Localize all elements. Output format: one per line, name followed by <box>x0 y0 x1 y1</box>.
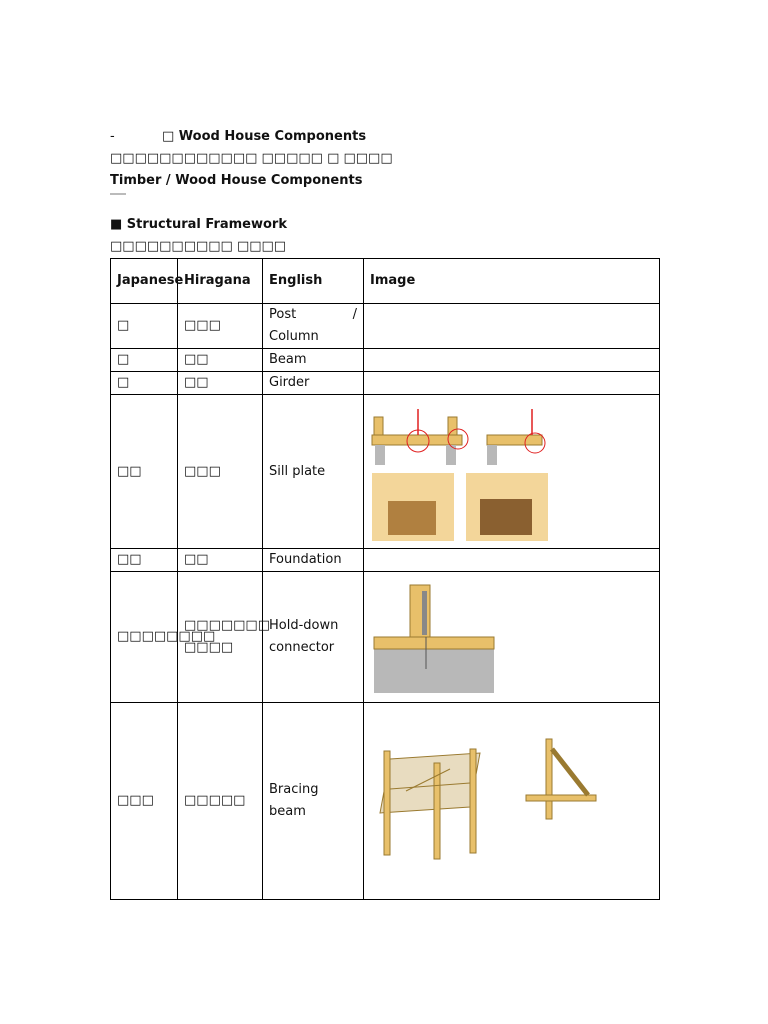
divider <box>110 193 126 195</box>
cell-hiragana: □□□ <box>178 395 263 549</box>
cell-hiragana: □□□□□ <box>178 703 263 900</box>
cell-english: Sill plate <box>263 395 364 549</box>
cell-english: Foundation <box>263 549 364 572</box>
cell-hiragana: □□ <box>178 349 263 372</box>
list-dash: - <box>110 129 115 144</box>
cell-japanese: □□□ <box>111 703 178 900</box>
cell-hiragana: □□□ <box>178 304 263 349</box>
cell-image <box>364 304 660 349</box>
section-title: ■ Structural Framework <box>110 217 287 232</box>
table-row <box>111 549 660 572</box>
cell-image <box>364 572 660 703</box>
cell-japanese: □ <box>111 372 178 395</box>
header-english: English <box>263 259 364 304</box>
cell-japanese: □□□□□□□□ <box>111 572 178 703</box>
table-row <box>111 572 660 703</box>
doc-heading <box>110 128 366 146</box>
cell-image <box>364 395 660 549</box>
doc-title-en: Timber / Wood House Components <box>110 173 363 188</box>
doc-subtitle-jp: □□□□□□□□□□□□ □□□□□ □ □□□□ <box>110 151 393 166</box>
doc-title: □ Wood House Components <box>162 129 367 144</box>
section-subtitle-jp: □□□□□□□□□□ □□□□ <box>110 239 287 254</box>
cell-hiragana: □□□□□□□ □□□□ <box>178 572 263 703</box>
cell-english <box>263 304 364 349</box>
cell-hiragana: □□ <box>178 549 263 572</box>
cell-image <box>364 372 660 395</box>
header-japanese: Japanese <box>111 259 178 304</box>
english-column: Column <box>269 329 319 344</box>
sill-plate-illustration <box>370 401 560 543</box>
english-slash: / <box>352 307 357 322</box>
header-hiragana: Hiragana <box>178 259 263 304</box>
english-post: Post <box>269 307 297 322</box>
cell-japanese: □ <box>111 349 178 372</box>
table-row <box>111 372 660 395</box>
cell-japanese: □ <box>111 304 178 349</box>
bracing-beam-illustration <box>370 719 656 884</box>
table-row <box>111 349 660 372</box>
cell-english: Bracing beam <box>263 703 364 900</box>
cell-image <box>364 349 660 372</box>
cell-hiragana: □□ <box>178 372 263 395</box>
cell-english: Beam <box>263 349 364 372</box>
cell-image <box>364 549 660 572</box>
table-header-row <box>111 259 660 304</box>
cell-english: Girder <box>263 372 364 395</box>
cell-english: Hold-down connector <box>263 572 364 703</box>
cell-image <box>364 703 660 900</box>
table-row <box>111 703 660 900</box>
header-image: Image <box>364 259 660 304</box>
table-row <box>111 395 660 549</box>
cell-japanese: □□ <box>111 549 178 572</box>
hold-down-connector-illustration <box>370 577 500 697</box>
cell-japanese: □□ <box>111 395 178 549</box>
table-row <box>111 304 660 349</box>
components-table <box>110 258 660 900</box>
